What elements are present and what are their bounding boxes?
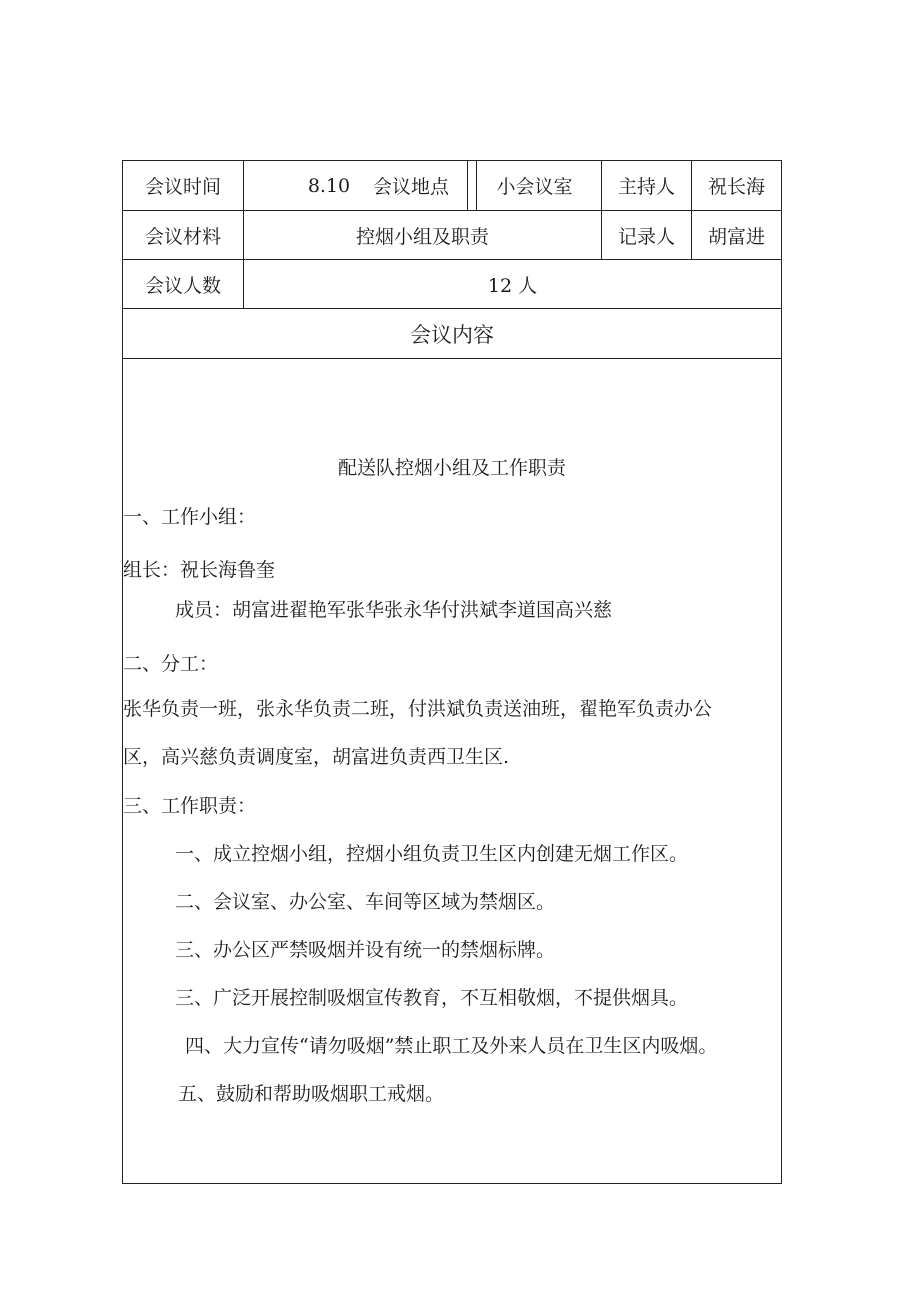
duty-item: 二、会议室、办公室、车间等区域为禁烟区。 xyxy=(175,891,556,913)
document-title: 配送队控烟小组及工作职责 xyxy=(337,457,566,479)
recorder-label: 记录人 xyxy=(602,211,692,259)
duty-item: 三、办公区严禁吸烟并设有统一的禁烟标牌。 xyxy=(175,939,556,961)
duty-item: 一、成立控烟小组，控烟小组负责卫生区内创建无烟工作区。 xyxy=(175,843,689,865)
division-heading: 二、分工： xyxy=(123,653,219,675)
count-label: 会议人数 xyxy=(123,260,244,308)
row-time-place-host xyxy=(123,161,781,211)
material-value: 控烟小组及职责 xyxy=(244,211,602,259)
place-value: 小会议室 xyxy=(468,161,602,210)
meeting-content-body xyxy=(123,359,781,1183)
row-content-title xyxy=(123,309,781,359)
place-label: 会议地点 xyxy=(355,161,468,210)
division-line-2: 区，高兴慈负责调度室，胡富进负责西卫生区. xyxy=(123,746,510,768)
group-heading: 一、工作小组： xyxy=(123,506,257,528)
time-label: 会议时间 xyxy=(123,161,244,210)
content-section-title: 会议内容 xyxy=(410,322,494,347)
duty-item: 五、鼓励和帮助吸烟职工戒烟。 xyxy=(178,1083,445,1105)
count-value: 12 人 xyxy=(487,274,538,297)
time-value: 8.10 xyxy=(244,161,477,210)
duty-item: 四、大力宣传“请勿吸烟”禁止职工及外来人员在卫生区内吸烟。 xyxy=(185,1035,718,1057)
recorder-value: 胡富进 xyxy=(707,225,765,248)
group-members: 成员：胡富进翟艳军张华张永华付洪斌李道国高兴慈 xyxy=(175,599,613,621)
host-label: 主持人 xyxy=(602,161,692,210)
material-label: 会议材料 xyxy=(123,211,244,259)
host-value: 祝长海 xyxy=(707,176,765,198)
division-line-1: 张华负责一班，张永华负责二班，付洪斌负责送油班，翟艳军负责办公 xyxy=(123,698,713,720)
meeting-record-table xyxy=(122,160,782,1184)
duty-item: 三、广泛开展控制吸烟宣传教育，不互相敬烟，不提供烟具。 xyxy=(175,987,689,1009)
duties-heading: 三、工作职责： xyxy=(123,795,257,817)
row-material-recorder xyxy=(123,211,781,260)
group-leader: 组长：祝长海鲁奎 xyxy=(123,559,276,581)
row-attendee-count xyxy=(123,260,781,309)
